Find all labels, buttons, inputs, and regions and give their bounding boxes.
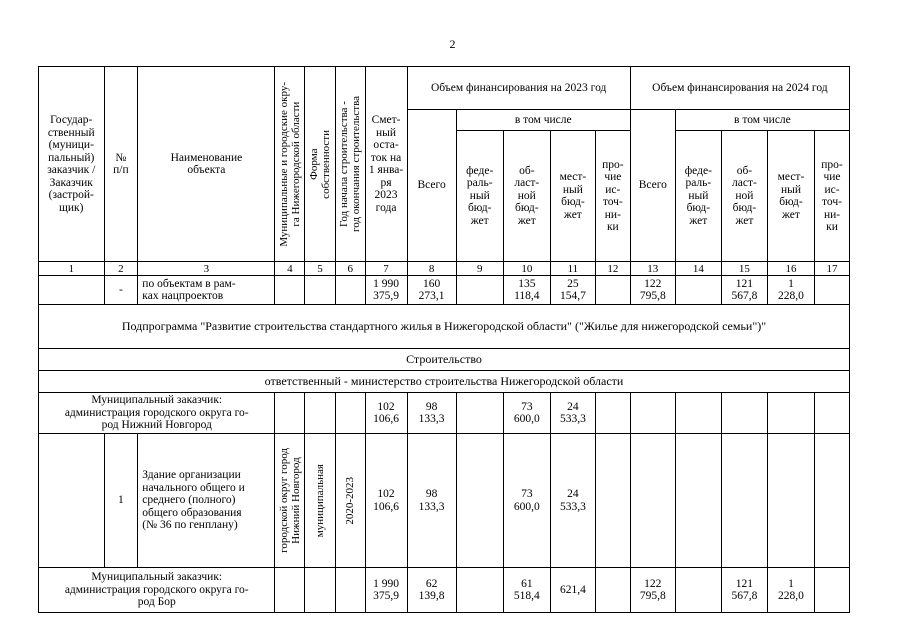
header-total-2024: Всего bbox=[630, 110, 675, 262]
cell-total-2024: 122 795,8 bbox=[630, 568, 675, 613]
cell-empty bbox=[675, 568, 721, 613]
header-years: Год начала строительства - год окончания строительства bbox=[335, 67, 365, 262]
col-number: 4 bbox=[275, 262, 305, 276]
cell-estimate: 1 990 375,9 bbox=[365, 276, 407, 305]
header-estimate: Смет- ный оста- ток на 1 янва- ря 2023 года bbox=[365, 67, 407, 262]
cell-total-2023: 98 133,3 bbox=[407, 393, 456, 434]
cell-empty bbox=[456, 434, 503, 568]
cell-empty bbox=[675, 276, 721, 305]
cell-empty bbox=[275, 568, 305, 613]
cell-total-2023: 160 273,1 bbox=[407, 276, 456, 305]
cell-years: 2020-2023 bbox=[335, 434, 365, 568]
cell-estimate: 102 106,6 bbox=[365, 434, 407, 568]
cell-empty bbox=[815, 568, 850, 613]
cell-empty bbox=[595, 276, 630, 305]
subprogram-title: Подпрограмма "Развитие строительства стандартного жилья в Нижегородской области" ("Жилье для нижегородской семьи")" bbox=[39, 305, 850, 349]
cell-regional-2023: 73 600,0 bbox=[503, 434, 550, 568]
cell-total-2024: 122 795,8 bbox=[630, 276, 675, 305]
cell-regional-2023: 135 118,4 bbox=[503, 276, 550, 305]
header-federal-2024: феде- раль- ный бюд- жет bbox=[675, 131, 721, 262]
cell-empty bbox=[630, 393, 675, 434]
cell-name: по объектам в рам- ках нацпроектов bbox=[138, 276, 275, 305]
cell-regional-2023: 61 518,4 bbox=[503, 568, 550, 613]
cell-estimate: 102 106,6 bbox=[365, 393, 407, 434]
cell-empty bbox=[456, 568, 503, 613]
header-customer: Государ- ственный (муници- пальный) заказчик / Заказчик (застрой- щик) bbox=[39, 67, 105, 262]
cell-empty bbox=[39, 276, 105, 305]
col-number: 14 bbox=[675, 262, 721, 276]
cell-empty bbox=[815, 276, 850, 305]
cell-local-2023: 24 533,3 bbox=[550, 434, 595, 568]
cell-empty bbox=[767, 393, 814, 434]
col-number: 11 bbox=[550, 262, 595, 276]
col-number: 1 bbox=[39, 262, 105, 276]
cell-empty bbox=[335, 568, 365, 613]
col-number: 17 bbox=[815, 262, 850, 276]
table-row bbox=[39, 568, 850, 613]
col-number: 2 bbox=[104, 262, 138, 276]
header-num: № п/п bbox=[104, 67, 138, 262]
cell-empty bbox=[595, 434, 630, 568]
cell-ownership: муниципальная bbox=[305, 434, 336, 568]
header-incl-2024: в том числе bbox=[675, 110, 849, 131]
cell-empty bbox=[305, 393, 336, 434]
cell-regional-2023: 73 600,0 bbox=[503, 393, 550, 434]
cell-regional-2024: 121 567,8 bbox=[721, 276, 767, 305]
page-number: 2 bbox=[449, 37, 456, 51]
col-number: 8 bbox=[407, 262, 456, 276]
cell-empty bbox=[675, 434, 721, 568]
col-number: 13 bbox=[630, 262, 675, 276]
header-fin-2023: Объем финансирования на 2023 год bbox=[407, 67, 630, 110]
cell-local-2023: 25 154,7 bbox=[550, 276, 595, 305]
customer-label: Муниципальный заказчик: администрация городского округа го- род Нижний Новгород bbox=[39, 393, 275, 434]
header-regional-2023: об- ласт- ной бюд- жет bbox=[503, 131, 550, 262]
table-row bbox=[39, 434, 850, 568]
cell-num: 1 bbox=[104, 434, 138, 568]
cell-empty bbox=[305, 568, 336, 613]
header-federal-2023: феде- раль- ный бюд- жет bbox=[456, 131, 503, 262]
col-number: 9 bbox=[456, 262, 503, 276]
cell-regional-2024: 121 567,8 bbox=[721, 568, 767, 613]
cell-empty bbox=[39, 434, 105, 568]
header-ownership: Форма собственности bbox=[305, 67, 336, 262]
header-fin-2024: Объем финансирования на 2024 год bbox=[630, 67, 849, 110]
cell-local-2023: 621,4 bbox=[550, 568, 595, 613]
customer-label: Муниципальный заказчик: администрация городского округа го- род Бор bbox=[39, 568, 275, 613]
cell-empty bbox=[767, 434, 814, 568]
cell-empty bbox=[815, 393, 850, 434]
header-incl-2023: в том числе bbox=[456, 110, 630, 131]
header-regional-2024: об- ласт- ной бюд- жет bbox=[721, 131, 767, 262]
header-other-2023: про- чие ис- точ- ни- ки bbox=[595, 131, 630, 262]
cell-estimate: 1 990 375,9 bbox=[365, 568, 407, 613]
cell-empty bbox=[456, 393, 503, 434]
cell-local-2024: 1 228,0 bbox=[767, 276, 814, 305]
header-municipalities: Муниципальные и городские окру- га Нижегородской области bbox=[275, 67, 305, 262]
cell-empty bbox=[815, 434, 850, 568]
cell-local-2023: 24 533,3 bbox=[550, 393, 595, 434]
section-title: Строительство bbox=[39, 349, 850, 371]
header-local-2023: мест- ный бюд- жет bbox=[550, 131, 595, 262]
cell-empty bbox=[595, 568, 630, 613]
responsible-title: ответственный - министерство строительства Нижегородской области bbox=[39, 371, 850, 393]
cell-empty bbox=[275, 393, 305, 434]
cell-empty bbox=[595, 393, 630, 434]
cell-local-2024: 1 228,0 bbox=[767, 568, 814, 613]
cell-name: Здание организации начального общего и среднего (полного) общего образования (№ 36 по генплану) bbox=[138, 434, 275, 568]
col-number: 16 bbox=[767, 262, 814, 276]
cell-empty bbox=[275, 276, 305, 305]
col-number: 12 bbox=[595, 262, 630, 276]
cell-empty bbox=[721, 434, 767, 568]
table-row bbox=[39, 393, 850, 434]
col-number: 10 bbox=[503, 262, 550, 276]
col-number: 5 bbox=[305, 262, 336, 276]
cell-empty bbox=[456, 276, 503, 305]
col-number: 7 bbox=[365, 262, 407, 276]
cell-empty bbox=[675, 393, 721, 434]
cell-total-2023: 62 139,8 bbox=[407, 568, 456, 613]
financing-table bbox=[38, 66, 850, 613]
cell-empty bbox=[305, 276, 336, 305]
col-number: 15 bbox=[721, 262, 767, 276]
header-local-2024: мест- ный бюд- жет bbox=[767, 131, 814, 262]
header-object-name: Наименование объекта bbox=[138, 67, 275, 262]
cell-municipality: городской округ город Нижний Новгород bbox=[275, 434, 305, 568]
col-number: 3 bbox=[138, 262, 275, 276]
cell-empty bbox=[721, 393, 767, 434]
col-number: 6 bbox=[335, 262, 365, 276]
cell-num: - bbox=[104, 276, 138, 305]
cell-empty bbox=[335, 276, 365, 305]
header-other-2024: про- чие ис- точ- ни- ки bbox=[815, 131, 850, 262]
table-row bbox=[39, 276, 850, 305]
header-total-2023: Всего bbox=[407, 110, 456, 262]
cell-total-2023: 98 133,3 bbox=[407, 434, 456, 568]
cell-empty bbox=[335, 393, 365, 434]
cell-empty bbox=[630, 434, 675, 568]
column-numbers-row bbox=[39, 262, 850, 276]
